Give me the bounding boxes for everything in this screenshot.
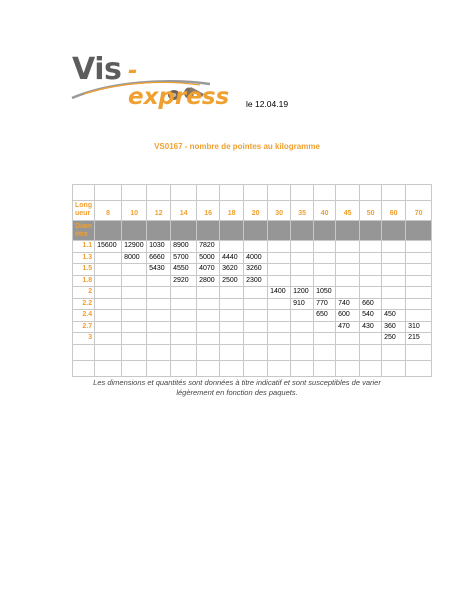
quantity-cell — [268, 264, 291, 276]
empty-cell — [314, 344, 336, 360]
empty-cell — [171, 360, 197, 376]
empty-cell — [291, 344, 314, 360]
quantity-cell: 2300 — [244, 275, 268, 287]
diameter-band-cell — [291, 221, 314, 241]
quantity-cell — [406, 310, 432, 322]
quantity-cell — [95, 252, 122, 264]
quantity-cell: 4070 — [197, 264, 220, 276]
quantity-cell — [291, 264, 314, 276]
table-row — [73, 241, 432, 253]
length-label-line1: Long — [75, 202, 93, 209]
quantity-cell — [314, 275, 336, 287]
quantity-cell — [220, 310, 244, 322]
quantity-cell — [291, 252, 314, 264]
empty-cell — [244, 360, 268, 376]
quantity-cell — [336, 275, 360, 287]
quantity-cell — [291, 275, 314, 287]
quantity-cell: 360 — [382, 321, 406, 333]
diameter-band-cell — [197, 221, 220, 241]
quantity-cell — [336, 287, 360, 299]
quantity-cell — [360, 275, 382, 287]
quantity-cell — [171, 321, 197, 333]
table-spacer-row — [73, 185, 432, 201]
diameter-band-cell — [360, 221, 382, 241]
diameter-corner-label — [73, 221, 95, 241]
quantity-cell — [220, 241, 244, 253]
empty-cell — [336, 360, 360, 376]
quantity-cell — [122, 298, 147, 310]
quantity-cell — [244, 298, 268, 310]
quantity-cell — [197, 298, 220, 310]
quantity-cell: 7820 — [197, 241, 220, 253]
quantity-cell: 600 — [336, 310, 360, 322]
quantity-cell — [220, 333, 244, 345]
quantity-cell — [336, 264, 360, 276]
table-row — [73, 333, 432, 345]
quantity-cell — [122, 287, 147, 299]
empty-cell — [171, 344, 197, 360]
quantity-cell — [147, 287, 171, 299]
empty-cell — [360, 344, 382, 360]
length-header-cell: 50 — [360, 201, 382, 221]
table-row — [73, 310, 432, 322]
quantity-cell: 8900 — [171, 241, 197, 253]
quantity-cell — [171, 298, 197, 310]
empty-cell — [291, 360, 314, 376]
quantity-cell: 740 — [336, 298, 360, 310]
quantity-cell — [95, 287, 122, 299]
length-header-cell: 60 — [382, 201, 406, 221]
quantity-cell — [406, 287, 432, 299]
quantity-cell — [360, 264, 382, 276]
quantity-cell — [122, 321, 147, 333]
empty-cell — [268, 344, 291, 360]
quantity-cell: 250 — [382, 333, 406, 345]
quantity-cell — [314, 241, 336, 253]
quantity-cell — [95, 264, 122, 276]
diameter-label-cell: 1.3 — [73, 252, 95, 264]
nails-per-kg-table — [72, 184, 432, 377]
quantity-cell — [268, 321, 291, 333]
empty-cell — [73, 344, 95, 360]
length-header-cell: 30 — [268, 201, 291, 221]
empty-cell — [314, 360, 336, 376]
diameter-band-cell — [95, 221, 122, 241]
quantity-cell — [197, 310, 220, 322]
diameter-band-cell — [244, 221, 268, 241]
quantity-cell — [95, 298, 122, 310]
quantity-cell — [197, 287, 220, 299]
table-row — [73, 252, 432, 264]
length-header-cell: 8 — [95, 201, 122, 221]
diameter-label-line2: ètre — [75, 230, 88, 238]
quantity-cell: 450 — [382, 310, 406, 322]
quantity-cell — [95, 310, 122, 322]
quantity-cell — [122, 310, 147, 322]
quantity-cell — [360, 287, 382, 299]
quantity-cell: 310 — [406, 321, 432, 333]
diameter-band-cell — [122, 221, 147, 241]
quantity-cell — [244, 241, 268, 253]
quantity-cell — [147, 333, 171, 345]
logo-text-vis: Vis — [72, 52, 122, 87]
quantity-cell — [314, 252, 336, 264]
quantity-cell — [336, 333, 360, 345]
quantity-cell — [268, 275, 291, 287]
quantity-cell — [406, 275, 432, 287]
quantity-cell — [268, 298, 291, 310]
quantity-cell: 1400 — [268, 287, 291, 299]
quantity-cell — [122, 264, 147, 276]
empty-cell — [244, 344, 268, 360]
document-title: VS0167 - nombre de pointes au kilogramme — [154, 142, 320, 151]
quantity-cell: 3260 — [244, 264, 268, 276]
quantity-cell — [314, 321, 336, 333]
quantity-cell: 4440 — [220, 252, 244, 264]
quantity-cell: 4550 — [171, 264, 197, 276]
quantity-cell — [382, 252, 406, 264]
empty-cell — [220, 344, 244, 360]
quantity-cell — [171, 287, 197, 299]
quantity-cell: 540 — [360, 310, 382, 322]
table-row — [73, 287, 432, 299]
empty-cell — [122, 344, 147, 360]
diameter-label-cell: 2.2 — [73, 298, 95, 310]
diameter-label-cell: 2.7 — [73, 321, 95, 333]
empty-cell — [73, 360, 95, 376]
quantity-cell — [382, 264, 406, 276]
length-header-cell: 18 — [220, 201, 244, 221]
quantity-cell — [147, 310, 171, 322]
length-header-cell: 40 — [314, 201, 336, 221]
quantity-cell — [406, 264, 432, 276]
quantity-cell: 8000 — [122, 252, 147, 264]
quantity-cell — [406, 241, 432, 253]
quantity-cell: 3620 — [220, 264, 244, 276]
quantity-cell: 650 — [314, 310, 336, 322]
diameter-band-cell — [171, 221, 197, 241]
logo-text-express: -express — [128, 58, 230, 110]
quantity-cell — [291, 333, 314, 345]
length-header-cell: 70 — [406, 201, 432, 221]
quantity-cell — [197, 333, 220, 345]
quantity-cell — [244, 287, 268, 299]
quantity-cell — [382, 241, 406, 253]
diameter-band-cell — [406, 221, 432, 241]
quantity-cell — [336, 252, 360, 264]
quantity-cell — [122, 333, 147, 345]
diameter-band-cell — [314, 221, 336, 241]
quantity-cell — [220, 321, 244, 333]
empty-cell — [382, 344, 406, 360]
diameter-label-cell: 1.8 — [73, 275, 95, 287]
empty-cell — [382, 360, 406, 376]
quantity-cell — [268, 333, 291, 345]
quantity-cell — [244, 321, 268, 333]
diameter-label-cell: 1.5 — [73, 264, 95, 276]
diameter-band-cell — [382, 221, 406, 241]
table-empty-row — [73, 344, 432, 360]
quantity-cell — [244, 310, 268, 322]
quantity-cell: 5000 — [197, 252, 220, 264]
quantity-cell — [268, 310, 291, 322]
diameter-band-cell — [220, 221, 244, 241]
diameter-band-cell — [268, 221, 291, 241]
quantity-cell — [268, 241, 291, 253]
empty-cell — [406, 360, 432, 376]
quantity-cell: 12900 — [122, 241, 147, 253]
quantity-cell: 215 — [406, 333, 432, 345]
quantity-cell — [268, 252, 291, 264]
quantity-cell: 2800 — [197, 275, 220, 287]
quantity-cell — [382, 298, 406, 310]
empty-cell — [147, 360, 171, 376]
quantity-cell: 470 — [336, 321, 360, 333]
diameter-label-cell: 3 — [73, 333, 95, 345]
quantity-cell: 660 — [360, 298, 382, 310]
diameter-label-cell: 1.1 — [73, 241, 95, 253]
quantity-cell: 5430 — [147, 264, 171, 276]
quantity-cell — [382, 275, 406, 287]
empty-cell — [197, 344, 220, 360]
quantity-cell: 2920 — [171, 275, 197, 287]
quantity-cell: 1030 — [147, 241, 171, 253]
length-header-cell: 20 — [244, 201, 268, 221]
quantity-cell: 430 — [360, 321, 382, 333]
diameter-band-cell — [147, 221, 171, 241]
quantity-cell — [197, 321, 220, 333]
quantity-cell: 15600 — [95, 241, 122, 253]
quantity-cell — [171, 333, 197, 345]
empty-cell — [95, 344, 122, 360]
quantity-cell — [95, 275, 122, 287]
quantity-cell — [95, 321, 122, 333]
empty-cell — [268, 360, 291, 376]
length-corner-label — [73, 201, 95, 221]
quantity-cell: 5700 — [171, 252, 197, 264]
empty-cell — [95, 360, 122, 376]
quantity-cell — [291, 310, 314, 322]
quantity-cell — [406, 298, 432, 310]
quantity-cell — [147, 275, 171, 287]
quantity-cell — [406, 252, 432, 264]
table-row — [73, 298, 432, 310]
empty-cell — [406, 344, 432, 360]
diameter-label-line1: Diam — [75, 222, 93, 230]
quantity-cell — [220, 298, 244, 310]
quantity-cell — [147, 298, 171, 310]
quantity-cell: 4000 — [244, 252, 268, 264]
diameter-band-cell — [336, 221, 360, 241]
table-row — [73, 275, 432, 287]
table-row — [73, 264, 432, 276]
quantity-cell — [122, 275, 147, 287]
diameter-label-cell: 2.4 — [73, 310, 95, 322]
empty-cell — [197, 360, 220, 376]
empty-cell — [360, 360, 382, 376]
diameter-label-cell: 2 — [73, 287, 95, 299]
empty-cell — [336, 344, 360, 360]
length-header-cell: 35 — [291, 201, 314, 221]
company-logo — [70, 52, 230, 110]
empty-cell — [220, 360, 244, 376]
table-empty-row — [73, 360, 432, 376]
disclaimer-line-1: Les dimensions et quantités sont données à titre indicatif et sont susceptibles de varier — [93, 378, 381, 387]
quantity-cell: 770 — [314, 298, 336, 310]
quantity-cell — [336, 241, 360, 253]
table-row — [73, 321, 432, 333]
quantity-cell — [382, 287, 406, 299]
quantity-cell: 1050 — [314, 287, 336, 299]
quantity-cell: 1200 — [291, 287, 314, 299]
quantity-cell — [360, 241, 382, 253]
quantity-cell — [171, 310, 197, 322]
length-header-cell: 45 — [336, 201, 360, 221]
quantity-cell — [95, 333, 122, 345]
quantity-cell: 910 — [291, 298, 314, 310]
quantity-cell — [291, 241, 314, 253]
quantity-cell: 6660 — [147, 252, 171, 264]
quantity-cell — [314, 264, 336, 276]
quantity-cell — [291, 321, 314, 333]
length-header-cell: 14 — [171, 201, 197, 221]
quantity-cell — [147, 321, 171, 333]
length-label-line2: ueur — [75, 210, 91, 217]
quantity-cell — [244, 333, 268, 345]
disclaimer-line-2: légèrement en fonction des paquets. — [176, 388, 298, 397]
document-date: le 12.04.19 — [246, 99, 289, 109]
quantity-cell — [360, 333, 382, 345]
disclaimer-note — [60, 378, 414, 398]
quantity-cell — [220, 287, 244, 299]
diameter-header-row — [73, 221, 432, 241]
quantity-cell — [314, 333, 336, 345]
length-header-cell: 16 — [197, 201, 220, 221]
quantity-cell: 2500 — [220, 275, 244, 287]
empty-cell — [122, 360, 147, 376]
quantity-cell — [360, 252, 382, 264]
length-header-cell: 10 — [122, 201, 147, 221]
empty-cell — [147, 344, 171, 360]
length-header-row — [73, 201, 432, 221]
length-header-cell: 12 — [147, 201, 171, 221]
